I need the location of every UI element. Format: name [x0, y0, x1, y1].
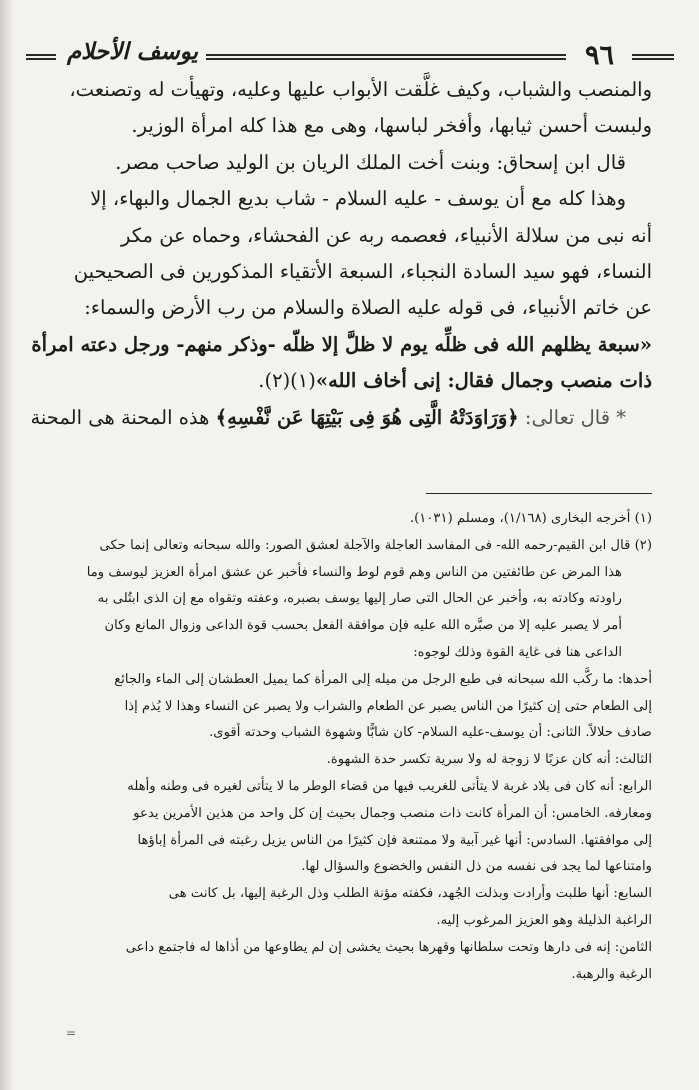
footnote-reason-6: إلى موافقتها. السادس: أنها غير آبية ولا ممتنعة فإن كثيرًا من الناس يزيل رغبته فى المرأة إباؤها: [137, 832, 652, 848]
footnote-2-line: راودته وكادته به، وأخبر عن الحال التى صار إليها يوسف بصبره، وعفته وتقواه مع إن الذى ابتُلى به: [97, 591, 622, 607]
quran-line: [30, 400, 652, 436]
text-line: النساء، فهو سيد السادة النجباء، السبعة الأتقياء المذكورين فى الصحيحين: [73, 260, 652, 284]
text-line: ولبست أحسن ثيابها، وأفخر لباسها، وهى مع هذا كله امرأة الوزير.: [131, 114, 652, 138]
hadith-text: ذات منصب وجمال فقال: إنى أخاف الله»: [315, 369, 652, 393]
verse-lead: * قال تعالى:: [524, 405, 626, 429]
footnote-reason-2: صادف حلالاً. الثانى: أن يوسف-عليه السلام- كان شابًّا وشهوة الشباب وحدته أقوى.: [209, 725, 652, 741]
footnote-reason-8: الثامن: إنه فى دارها وتحت سلطانها وقهرها بحيث يخشى إن لم يطاوعها من أذاها له فاجتمع داعى: [125, 939, 652, 955]
footnote-1: (١) أخرجه البخارى (١/١٦٨)، ومسلم (١٠٣١).: [409, 511, 652, 526]
page-number: ٩٦: [584, 40, 614, 71]
footnote-reason-3: الثالث: أنه كان عزبًا لا زوجة له ولا سرية تكسر حدة الشهوة.: [326, 752, 652, 768]
footnote-separator: [426, 493, 652, 494]
page-gutter-shadow: [0, 0, 14, 1090]
header-rule-right: [632, 54, 674, 60]
footnote-2-line: الداعى هنا فى غاية القوة وذلك لوجوه:: [413, 644, 622, 660]
footnote-reason-5: ومعارفه. الخامس: أن المرأة كانت ذات منصب وجمال بحيث إن كل واحد من هذين الأمرين يدعو: [133, 805, 652, 821]
footnote-reason-6: وامتناعها لما يجد فى نفسه من ذل النفس والخضوع والسؤال لها.: [301, 859, 652, 875]
footnotes: [38, 506, 652, 988]
header-rule-center: [206, 54, 566, 60]
footnote-2-line: (٢) قال ابن القيم-رحمه الله- فى المفاسد العاجلة والآجلة لعشق الصور: والله سبحانه وتعالى إنما حكى: [99, 537, 652, 553]
footnote-reason-7: السابع: أنها طلبت وأرادت وبذلت الجُهد، فكفته مؤنة الطلب وذل الرغبة إليها، بل كانت هى: [168, 886, 652, 902]
running-title: يوسف الأحلام: [66, 38, 198, 65]
footnote-reason-1: أحدها: ما ركَّب الله سبحانه فى طبع الرجل من ميله إلى المرأة كما يميل العطشان إلى الماء والجائع: [114, 671, 652, 687]
footnote-reason-4: الرابع: أنه كان فى بلاد غربة لا يتأتى للغريب فيها من قضاء الوطر ما لا يتأتى لغيره فى وطنه وأهله: [127, 778, 652, 794]
footnote-ref: (١)(٢).: [258, 369, 316, 393]
text-line: والمنصب والشباب، وكيف غلَّقت الأبواب عليها وعليه، وتهيأت له وتصنعت،: [69, 78, 652, 101]
footnote-reason-7: الراغبة الذليلة وهو العزيز المرغوب إليه.: [436, 912, 652, 928]
footnote-2-line: هذا المرض عن طائفتين من الناس وهم قوم لوط والنساء فأخبر عن عشق امرأة العزيز ليوسف وما: [86, 564, 622, 580]
text-line: وهذا كله مع أن يوسف - عليه السلام - شاب بديع الجمال والبهاء، إلا: [90, 187, 626, 211]
book-page: [26, 28, 674, 1078]
text-line: أنه نبى من سلالة الأنبياء، فعصمه ربه عن الفحشاء، وحماه عن مكر: [121, 223, 652, 247]
footnote-reason-1: إلى الطعام حتى إن كثيرًا من الناس يصبر عن الطعام والشراب ولا يصبر عن النساء وهذا لا يُذم إذا: [124, 698, 652, 714]
header-rule-left: [26, 54, 56, 60]
hadith-line-end: [38, 363, 652, 399]
verse-commentary: هذه المحنة هى المحنة: [30, 405, 210, 429]
footnote-reason-8: الرغبة والرهبة.: [571, 966, 652, 982]
corner-mark: =: [66, 1026, 77, 1040]
page-header: [26, 38, 674, 74]
text-line: قال ابن إسحاق: وبنت أخت الملك الريان بن الوليد صاحب مصر.: [115, 150, 626, 174]
main-text: [30, 72, 652, 436]
hadith-line: «سبعة يظلهم الله فى ظلِّه يوم لا ظلَّ إلا ظلّه -وذكر منهم- ورجل دعته امرأة: [31, 332, 652, 356]
quran-verse: ﴿وَرَاوَدَتْهُ الَّتِى هُوَ فِى بَيْتِهَا عَن نَّفْسِهِ﴾: [215, 405, 519, 429]
footnote-2-line: أمر لا يصبر عليه إلا من صبَّره الله عليه فإن موافقة الفعل بحسب قوة الداعى وزوال المانع وكان: [104, 618, 622, 634]
text-line: عن خاتم الأنبياء، فى قوله عليه الصلاة والسلام من رب الأرض والسماء:: [84, 296, 652, 320]
